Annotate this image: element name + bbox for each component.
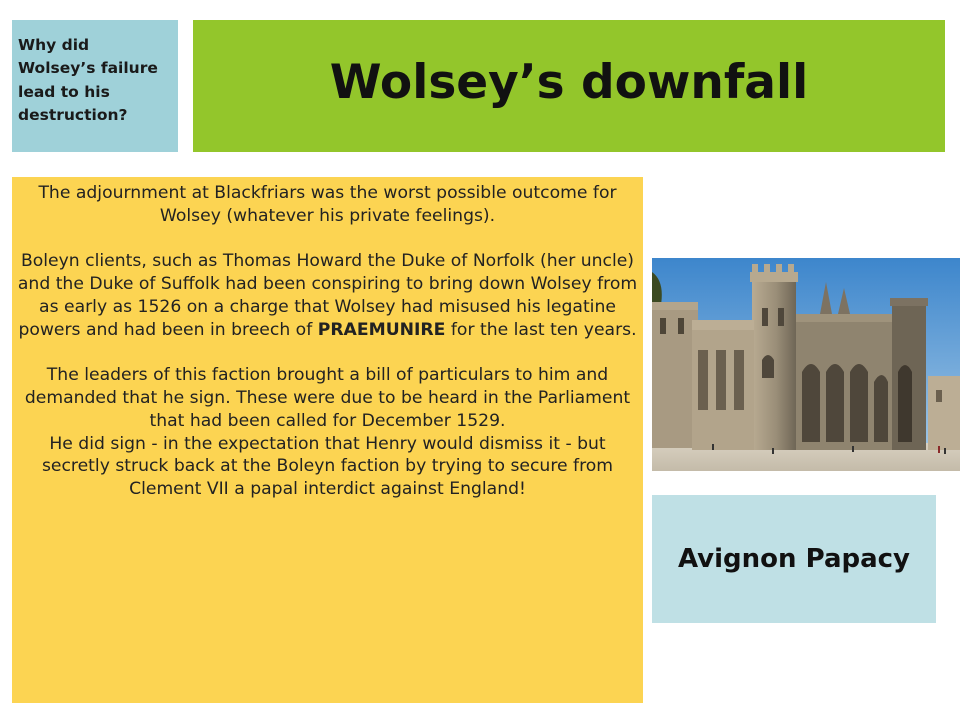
slide-title: Wolsey’s downfall [329,54,809,110]
palace-illustration [652,258,960,471]
paragraph-2 [16,250,639,341]
paragraph-gap [16,341,639,364]
paragraph-3: The leaders of this faction brought a bill of particulars to him and demanded that he sign. These were due to be heard in the Parliament that had been called for December 1529. [24,365,631,431]
question-line-4: destruction? [18,105,128,124]
question-line-1: Why did [18,36,90,54]
paragraph-2-end: for the last ten years. [445,319,637,340]
palace-of-the-popes-photo [652,258,960,471]
paragraph-1: The adjournment at Blackfriars was the worst possible outcome for Wolsey (whatever his private feelings). [38,183,617,226]
title-banner [193,20,945,152]
paragraph-2-start: Boleyn clients, such as Thomas Howard the Duke of Norfolk (her uncle) and the Duke of Suffolk had been conspiring to bring down Wolsey from as early as 1526 on a charge that Wolsey had misused his legatine powers and had been in breech of [17,251,638,340]
paragraph-4: He did sign - in the expectation that Henry would dismiss it - but secretly struck back at the Boleyn faction by trying to secure from Clement VII a papal interdict against England! [41,433,614,500]
question-box [12,20,178,152]
photo-caption: Avignon Papacy [677,544,911,574]
praemunire-term: PRAEMUNIRE [317,319,446,340]
question-line-2: Wolsey’s failure [18,59,158,78]
question-line-3: lead to his [18,82,110,101]
text-panel [12,177,643,703]
paragraph-gap [16,228,639,251]
caption-box [652,495,936,623]
